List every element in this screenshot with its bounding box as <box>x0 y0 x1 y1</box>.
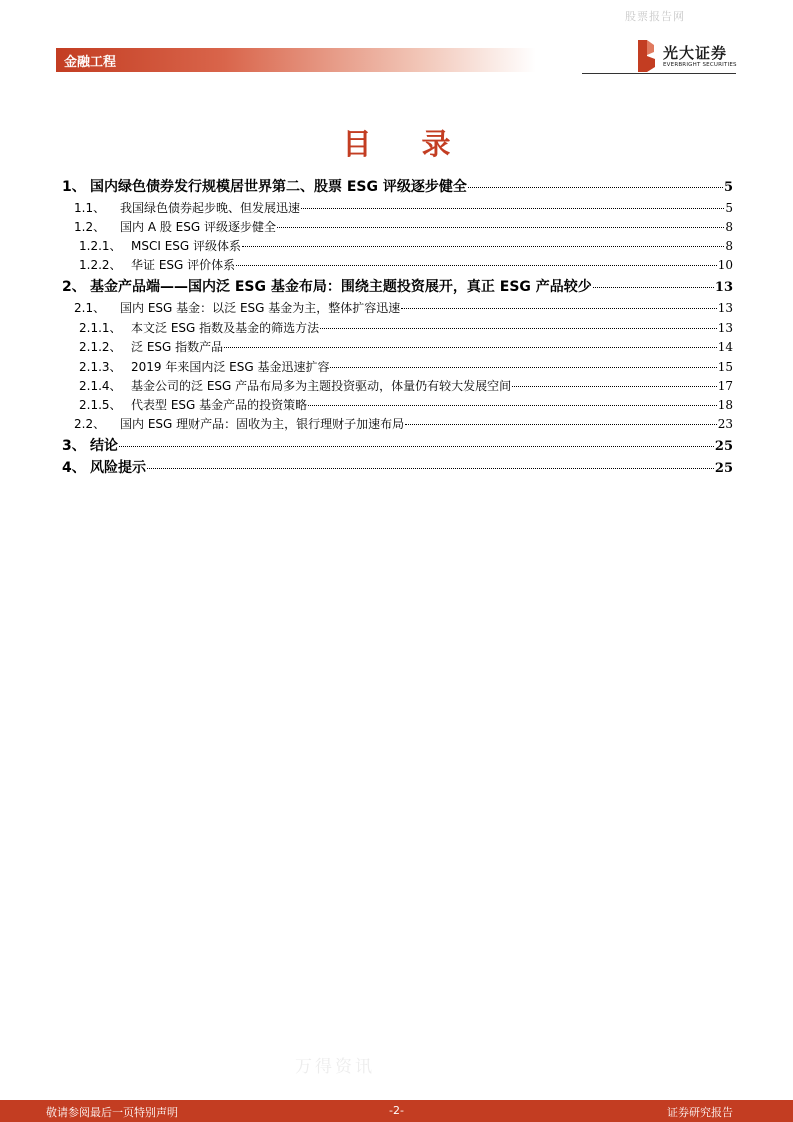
toc-leader <box>330 355 716 368</box>
header-rule <box>582 73 736 74</box>
toc-entry-text: 国内 ESG 理财产品：固收为主，银行理财子加速布局 <box>120 417 405 431</box>
toc-entry-text: 我国绿色债券起步晚、但发展迅速 <box>120 201 301 215</box>
toc-entry-page: 18 <box>717 398 733 412</box>
everbright-logo-icon <box>636 40 656 72</box>
toc-entry-number: 1.2.1、 <box>79 239 122 253</box>
section-label: 金融工程 <box>64 55 117 70</box>
toc-entry-page: 17 <box>717 379 733 393</box>
toc-entry-text: 泛 ESG 指数产品 <box>131 340 224 354</box>
toc-leader <box>224 335 717 348</box>
watermark-top: 股票报告网 <box>625 10 685 23</box>
toc-leader <box>242 234 724 247</box>
toc-entry[interactable] <box>62 276 733 296</box>
toc-entry-page: 13 <box>717 301 733 315</box>
toc-entry-text: MSCI ESG 评级体系 <box>131 239 242 253</box>
toc-entry-number: 1、 <box>62 179 86 195</box>
toc-leader <box>512 374 717 387</box>
brand-logo-block <box>636 40 736 74</box>
toc-entry-number: 1.2.2、 <box>79 258 122 272</box>
toc-leader <box>301 196 724 209</box>
toc-entry-text: 风险提示 <box>90 460 146 476</box>
page-number: -2- <box>389 1104 404 1117</box>
toc-entry-number: 2.1.2、 <box>79 340 122 354</box>
brand-name-en: EVERBRIGHT SECURITIES <box>663 62 737 68</box>
toc-entry[interactable] <box>79 256 733 273</box>
toc-entry-text: 代表型 ESG 基金产品的投资策略 <box>131 398 308 412</box>
toc-entry-number: 3、 <box>62 438 86 454</box>
toc-leader <box>119 432 714 447</box>
toc-entry-number: 1.2、 <box>74 220 106 234</box>
toc-entry[interactable] <box>62 435 733 455</box>
toc-entry[interactable] <box>74 415 733 432</box>
toc-entry-page: 8 <box>725 220 733 234</box>
toc-entry-number: 2.2、 <box>74 417 106 431</box>
brand-name-cn: 光大证券 <box>663 44 728 62</box>
toc-entry-page: 8 <box>725 239 733 253</box>
toc-leader <box>308 393 717 406</box>
toc-leader <box>401 296 716 309</box>
toc-entry-page: 15 <box>717 360 733 374</box>
toc-leader <box>277 215 724 228</box>
toc-entry-text: 本文泛 ESG 指数及基金的筛选方法 <box>131 321 320 335</box>
toc-entry-text: 国内 A 股 ESG 评级逐步健全 <box>120 220 276 234</box>
toc-entry[interactable] <box>79 237 733 254</box>
header-band <box>56 48 536 72</box>
toc-entry[interactable] <box>74 218 733 235</box>
toc-entry-page: 5 <box>723 180 733 195</box>
toc-entry-text: 华证 ESG 评价体系 <box>131 258 236 272</box>
toc-entry-number: 2.1.1、 <box>79 321 122 335</box>
toc-leader <box>147 454 714 469</box>
toc-entry-number: 2.1.3、 <box>79 360 122 374</box>
toc-entry-page: 14 <box>717 340 733 354</box>
toc-entry-number: 2.1、 <box>74 301 106 315</box>
toc-entry[interactable] <box>79 358 733 375</box>
toc-entry[interactable] <box>79 377 733 394</box>
toc-entry-text: 基金公司的泛 ESG 产品布局多为主题投资驱动，体量仍有较大发展空间 <box>131 379 512 393</box>
toc-leader <box>236 253 717 266</box>
toc-entry-text: 结论 <box>90 438 118 454</box>
toc-title: 目 录 <box>342 127 471 161</box>
toc-entry[interactable] <box>79 319 733 336</box>
toc-entry-number: 2.1.4、 <box>79 379 122 393</box>
toc-entry-text: 基金产品端——国内泛 ESG 基金布局：围绕主题投资展开，真正 ESG 产品较少 <box>90 279 592 295</box>
footer-disclaimer: 敬请参阅最后一页特别声明 <box>46 1106 178 1119</box>
toc-entry-page: 25 <box>714 461 733 476</box>
footer-bar <box>0 1100 793 1122</box>
toc-entry-page: 13 <box>717 321 733 335</box>
toc-entry-page: 23 <box>717 417 733 431</box>
toc-entry[interactable] <box>62 176 733 196</box>
toc-leader <box>468 173 723 188</box>
toc-entry-number: 2、 <box>62 279 86 295</box>
toc-entry-page: 25 <box>714 439 733 454</box>
toc-entry[interactable] <box>62 457 733 477</box>
toc-leader <box>320 316 717 329</box>
toc-entry-page: 13 <box>714 280 733 295</box>
watermark-bottom: 万得资讯 <box>295 1057 375 1077</box>
toc-entry-text: 国内绿色债券发行规模居世界第二、股票 ESG 评级逐步健全 <box>90 179 467 195</box>
toc-entry-text: 2019 年来国内泛 ESG 基金迅速扩容 <box>131 360 330 374</box>
toc-entry-text: 国内 ESG 基金：以泛 ESG 基金为主，整体扩容迅速 <box>120 301 401 315</box>
toc-entry-number: 1.1、 <box>74 201 106 215</box>
toc-entry[interactable] <box>79 338 733 355</box>
toc-entry-number: 4、 <box>62 460 86 476</box>
toc-entry[interactable] <box>74 199 733 216</box>
toc-entry[interactable] <box>79 396 733 413</box>
toc-leader <box>593 273 714 288</box>
toc-entry-number: 2.1.5、 <box>79 398 122 412</box>
toc-entry-page: 5 <box>725 201 733 215</box>
toc-leader <box>405 412 717 425</box>
footer-report-type: 证券研究报告 <box>667 1106 733 1119</box>
toc-entry[interactable] <box>74 299 733 316</box>
toc-entry-page: 10 <box>717 258 733 272</box>
